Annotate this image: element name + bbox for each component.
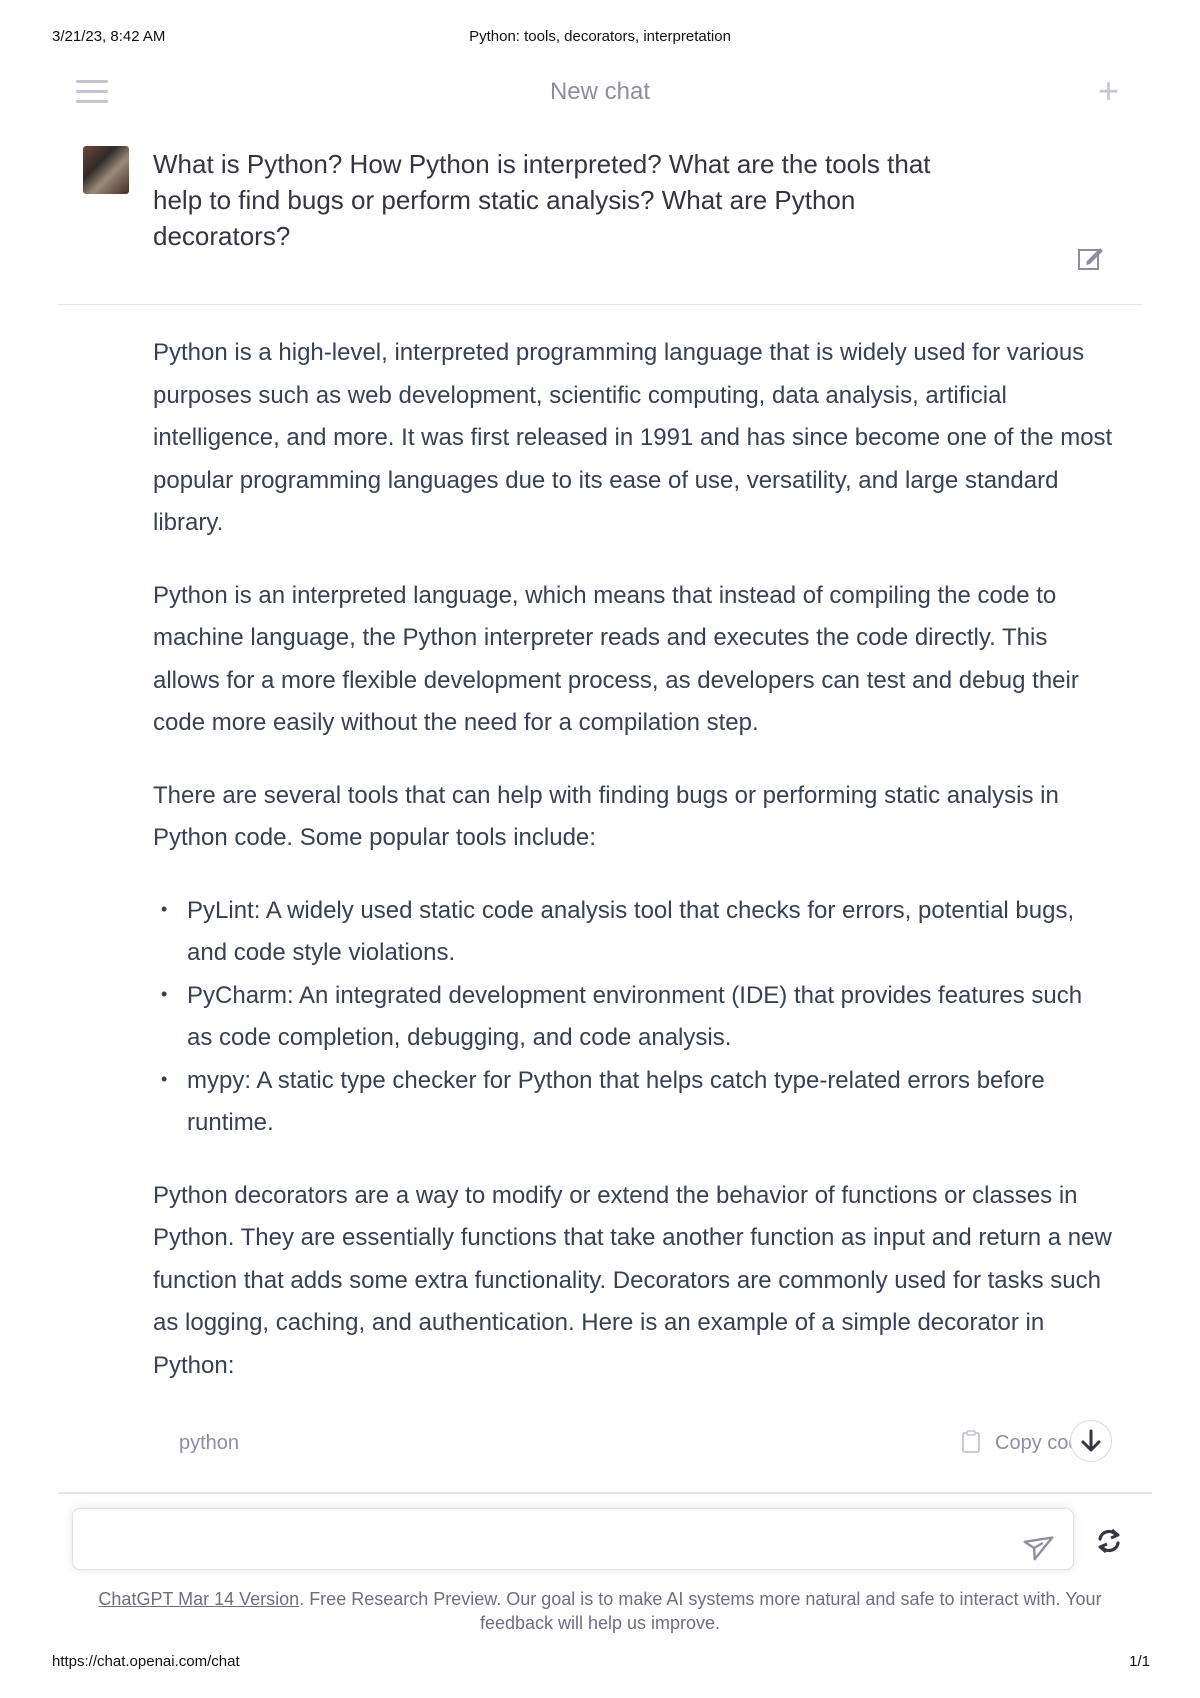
clipboard-icon[interactable] [961, 1430, 981, 1454]
list-item: • mypy: A static type checker for Python that helps catch type-related errors before runtime. [187, 1060, 1113, 1145]
code-block-header [153, 1422, 1093, 1466]
version-link[interactable]: ChatGPT Mar 14 Version [98, 1589, 300, 1609]
list-item: • PyLint: A widely used static code analysis tool that checks for errors, potential bugs, and code style violations. [187, 890, 1113, 975]
plus-icon[interactable]: + [1098, 70, 1120, 111]
code-language-label: python [179, 1432, 240, 1454]
footer-disclaimer [98, 1587, 1102, 1635]
tools-list [153, 890, 1113, 1145]
print-date: 3/21/23, 8:42 AM [52, 28, 166, 45]
disclaimer-text: . Free Research Preview. Our goal is to make AI systems more natural and safe to interact with. Your feedback will help us improve. [299, 1589, 1102, 1633]
response-paragraph: Python is a high-level, interpreted programming language that is widely used for various purposes such as web development, scientific computing, data analysis, artificial intelligence, and more. It was first released in 1991 and has since become one of the most popular programming languages due to its ease of use, versatility, and large standard library. [153, 339, 1113, 536]
avatar [83, 146, 129, 194]
message-input[interactable] [72, 1508, 1074, 1570]
response-paragraph: Python decorators are a way to modify or extend the behavior of functions or classes in Python. They are essentially functions that take another function as input and return a new function that adds some extra functionality. Decorators are commonly used for tasks such as logging, caching, and authentication. Here is an example of a simple decorator in Python: [153, 1181, 1112, 1379]
assistant-message [153, 332, 1113, 1417]
send-icon[interactable] [1026, 1530, 1056, 1558]
copy-code-button[interactable]: Copy code [995, 1432, 1091, 1454]
response-paragraph: There are several tools that can help with finding bugs or performing static analysis in Python code. Some popular tools include: [153, 781, 1059, 851]
edit-icon[interactable] [1076, 244, 1104, 272]
print-header [0, 28, 1200, 48]
response-paragraph: Python is an interpreted language, which means that instead of compiling the code to machine language, the Python interpreter reads and executes the code directly. This allows for a more flexible development process, as developers can test and debug their code more easily without the need for a compilation step. [153, 581, 1079, 736]
user-message-text: What is Python? How Python is interpreted? What are the tools that help to find bugs or perform static analysis? What are Python decorators? [153, 149, 931, 251]
print-title: Python: tools, decorators, interpretation [469, 28, 731, 45]
user-message [0, 146, 1200, 304]
top-bar [0, 68, 1200, 118]
print-page-number: 1/1 [1129, 1653, 1150, 1670]
message-divider [58, 304, 1142, 305]
composer-divider [58, 1492, 1152, 1494]
scroll-down-icon[interactable] [1070, 1420, 1112, 1462]
regenerate-icon[interactable] [1094, 1526, 1124, 1556]
list-item: • PyCharm: An integrated development environment (IDE) that provides features such as code completion, debugging, and code analysis. [187, 975, 1113, 1060]
print-url: https://chat.openai.com/chat [52, 1653, 240, 1670]
chat-title: New chat [549, 78, 651, 105]
